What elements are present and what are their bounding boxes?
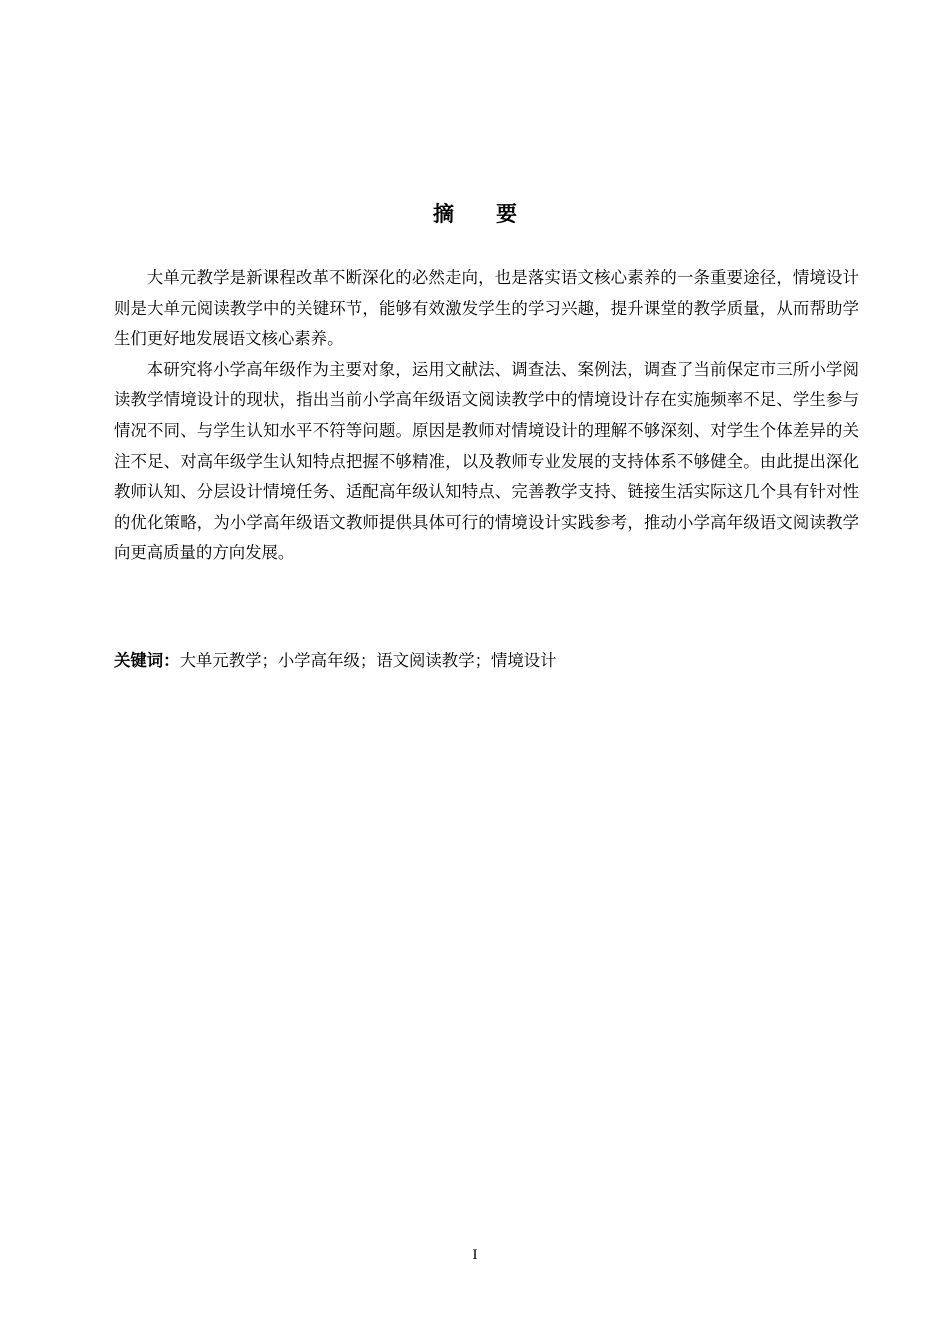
abstract-title bbox=[0, 196, 950, 232]
abstract-paragraph-1: 大单元教学是新课程改革不断深化的必然走向，也是落实语文核心素养的一条重要途径，情境设计则是大单元阅读教学中的关键环节，能够有效激发学生的学习兴趣，提升课堂的教学质量，从而帮助学生们更好地发展语文核心素养。 bbox=[114, 268, 859, 349]
keywords-label: 关键词： bbox=[114, 651, 180, 670]
page-number: I bbox=[472, 1247, 478, 1263]
abstract-title-char-2: 要 bbox=[496, 202, 517, 226]
keywords-line bbox=[114, 646, 859, 676]
abstract-body bbox=[114, 263, 859, 569]
keywords-text: 大单元教学；小学高年级；语文阅读教学；情境设计 bbox=[179, 651, 557, 670]
abstract-title-char-1: 摘 bbox=[433, 202, 454, 226]
abstract-paragraph-2: 本研究将小学高年级作为主要对象，运用文献法、调查法、案例法，调查了当前保定市三所小学阅读教学情境设计的现状，指出当前小学高年级语文阅读教学中的情境设计存在实施频率不足、学生参与情况不同、与学生认知水平不符等问题。原因是教师对情境设计的理解不够深刻、对学生个体差异的关注不足、对高年级学生认知特点把握不够精准，以及教师专业发展的支持体系不够健全。由此提出深化教师认知、分层设计情境任务、适配高年级认知特点、完善教学支持、链接生活实际这几个具有针对性的优化策略，为小学高年级语文教师提供具体可行的情境设计实践参考，推动小学高年级语文阅读教学向更高质量的方向发展。 bbox=[114, 359, 859, 563]
